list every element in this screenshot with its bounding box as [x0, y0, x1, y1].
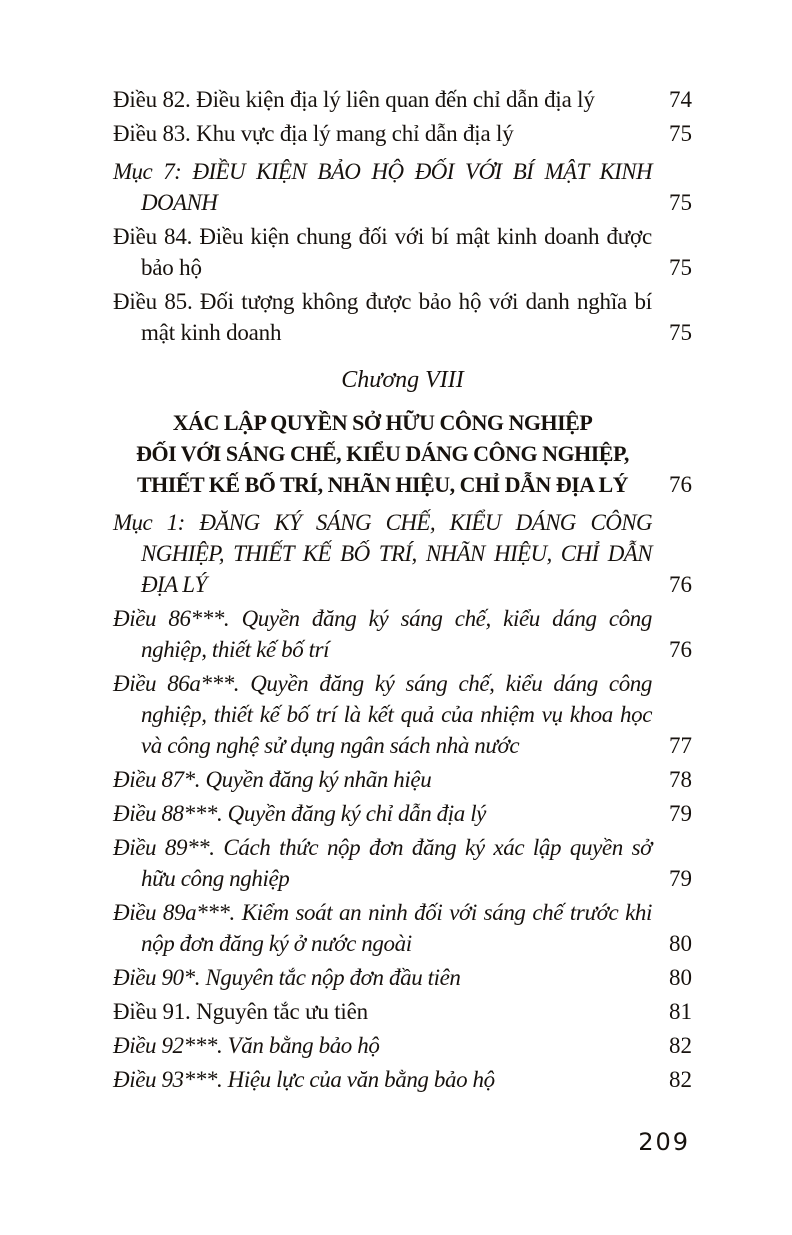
toc-entry-label: Điều 92***. Văn bằng bảo hộ	[113, 1033, 380, 1058]
toc-entry-label	[113, 407, 652, 500]
toc-entry-label: Điều 89**. Cách thức nộp đơn đăng ký xác lập quyền sở hữu công nghiệp	[113, 835, 652, 891]
toc-entry	[113, 668, 692, 761]
toc-entry	[113, 507, 692, 600]
chapter-title-line: ĐỐI VỚI SÁNG CHẾ, KIỂU DÁNG CÔNG NGHIỆP,	[136, 441, 629, 466]
toc-entry-page: 79	[669, 866, 692, 891]
toc-entry-label: Chương VIII	[341, 367, 464, 393]
toc-entry	[113, 118, 692, 149]
table-of-contents	[113, 84, 692, 1098]
toc-entry-page: 80	[669, 965, 692, 990]
toc-entry	[113, 764, 692, 795]
toc-entry	[113, 286, 692, 348]
toc-entry-page: 75	[669, 190, 692, 215]
toc-entry	[113, 84, 692, 115]
toc-entry-label: Điều 84. Điều kiện chung đối với bí mật kinh doanh được bảo hộ	[113, 224, 652, 280]
toc-entry-label: Điều 93***. Hiệu lực của văn bằng bảo hộ	[113, 1067, 495, 1092]
chapter-title-line: XÁC LẬP QUYỀN SỞ HỮU CÔNG NGHIỆP	[172, 410, 593, 435]
toc-entry-label: Điều 88***. Quyền đăng ký chỉ dẫn địa lý	[113, 801, 486, 826]
toc-entry-page: 82	[669, 1033, 692, 1058]
toc-entry-label: Điều 82. Điều kiện địa lý liên quan đến chỉ dẫn địa lý	[113, 87, 595, 112]
page-number-folio: 209	[638, 1128, 690, 1156]
toc-entry	[113, 407, 692, 500]
toc-entry-label: Điều 87*. Quyền đăng ký nhãn hiệu	[113, 767, 432, 792]
toc-entry-label: Điều 90*. Nguyên tắc nộp đơn đầu tiên	[113, 965, 461, 990]
toc-entry-page: 79	[669, 801, 692, 826]
toc-entry-label: Điều 89a***. Kiểm soát an ninh đối với sáng chế trước khi nộp đơn đăng ký ở nước ngoài	[113, 900, 652, 956]
toc-entry-label: Điều 86a***. Quyền đăng ký sáng chế, kiểu dáng công nghiệp, thiết kế bố trí là kết quả của nhiệm vụ khoa học và công nghệ sử dụng ngân sách nhà nước	[113, 671, 652, 758]
toc-entry	[113, 897, 692, 959]
toc-entry	[113, 798, 692, 829]
toc-entry-page: 76	[669, 572, 692, 597]
chapter-title-line: THIẾT KẾ BỐ TRÍ, NHÃN HIỆU, CHỈ DẪN ĐỊA LÝ	[136, 472, 628, 497]
toc-entry-page: 77	[669, 733, 692, 758]
toc-entry-label: Điều 91. Nguyên tắc ưu tiên	[113, 999, 368, 1024]
toc-entry-label: Mục 1: ĐĂNG KÝ SÁNG CHẾ, KIỂU DÁNG CÔNG NGHIỆP, THIẾT KẾ BỐ TRÍ, NHÃN HIỆU, CHỈ DẪN ĐỊA LÝ	[113, 510, 652, 597]
toc-entry-label: Điều 85. Đối tượng không được bảo hộ với danh nghĩa bí mật kinh doanh	[113, 289, 652, 345]
toc-entry	[113, 1030, 692, 1061]
toc-entry-page: 75	[669, 121, 692, 146]
toc-entry-page: 76	[669, 637, 692, 662]
toc-entry-page: 76	[669, 472, 692, 497]
toc-entry-page: 80	[669, 931, 692, 956]
toc-entry	[113, 962, 692, 993]
toc-entry-page: 81	[669, 999, 692, 1024]
toc-entry-label: Điều 86***. Quyền đăng ký sáng chế, kiểu dáng công nghiệp, thiết kế bố trí	[113, 606, 652, 662]
toc-entry	[113, 603, 692, 665]
toc-entry-page: 78	[669, 767, 692, 792]
toc-entry-label: Mục 7: ĐIỀU KIỆN BẢO HỘ ĐỐI VỚI BÍ MẬT KINH DOANH	[113, 159, 652, 215]
toc-entry	[113, 156, 692, 218]
toc-entry	[113, 1064, 692, 1095]
toc-entry	[113, 996, 692, 1027]
toc-entry-page: 74	[669, 87, 692, 112]
toc-entry-page: 82	[669, 1067, 692, 1092]
toc-entry-page: 75	[669, 255, 692, 280]
toc-entry	[113, 832, 692, 894]
toc-entry	[113, 221, 692, 283]
toc-entry	[113, 365, 692, 396]
toc-entry-label: Điều 83. Khu vực địa lý mang chỉ dẫn địa lý	[113, 121, 514, 146]
toc-entry-page: 75	[669, 320, 692, 345]
